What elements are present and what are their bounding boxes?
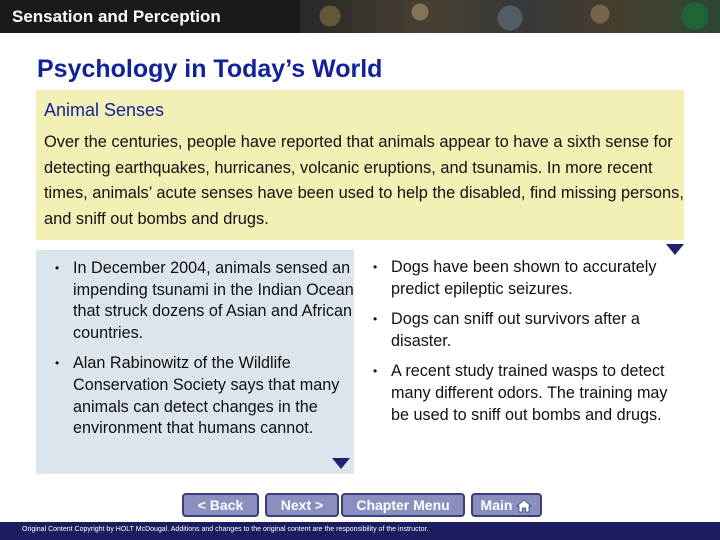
bullet-icon: • xyxy=(373,312,378,327)
right-bullet-list xyxy=(367,257,687,435)
main-button[interactable] xyxy=(471,493,542,517)
list-item xyxy=(367,361,687,426)
chapter-menu-button[interactable]: Chapter Menu xyxy=(341,493,465,517)
home-icon xyxy=(516,499,532,513)
bullet-icon: • xyxy=(55,356,60,371)
list-item xyxy=(367,309,687,352)
main-button-label: Main xyxy=(480,497,513,513)
intro-box xyxy=(36,90,684,240)
footer-bar xyxy=(0,522,720,540)
list-item-text: A recent study trained wasps to detect many different odors. The training may be used to sniff out bombs and drugs. xyxy=(391,362,668,424)
banner-collage-image xyxy=(300,0,720,33)
left-panel xyxy=(36,250,354,474)
list-item xyxy=(367,257,687,300)
back-button[interactable]: < Back xyxy=(182,493,259,517)
top-banner xyxy=(0,0,720,33)
intro-heading: Animal Senses xyxy=(44,100,165,120)
advance-arrow-icon[interactable] xyxy=(332,458,350,469)
list-item-text: Alan Rabinowitz of the Wildlife Conservation Society says that many animals can detect changes in the environment that humans cannot. xyxy=(73,354,340,438)
bullet-icon: • xyxy=(373,260,378,274)
left-bullet-list xyxy=(49,258,354,449)
next-button[interactable]: Next > xyxy=(265,493,339,517)
intro-text: Over the centuries, people have reported that animals appear to have a sixth sense for detecting earthquakes, hurricanes, volcanic eruptions, and tsunamis. In more recent times, animals’ acute senses have been used to help the disabled, find missing persons, and sniff out bombs and drugs. xyxy=(44,133,684,228)
list-item-text: Dogs have been shown to accurately predict epileptic seizures. xyxy=(391,258,657,298)
bullet-icon: • xyxy=(373,364,378,379)
bullet-icon: • xyxy=(55,261,60,275)
page-title: Psychology in Today’s World xyxy=(37,55,383,83)
copyright-notice: Original Content Copyright by HOLT McDougal. Additions and changes to the original content are the responsibility of the instructor. xyxy=(22,526,429,533)
list-item-text: In December 2004, animals sensed an impending tsunami in the Indian Ocean that struck dozens of Asian and African countries. xyxy=(73,259,354,342)
list-item-text: Dogs can sniff out survivors after a disaster. xyxy=(391,310,640,350)
list-item xyxy=(49,353,354,439)
chapter-title: Sensation and Perception xyxy=(12,7,221,26)
advance-arrow-icon[interactable] xyxy=(666,244,684,255)
list-item xyxy=(49,258,354,344)
